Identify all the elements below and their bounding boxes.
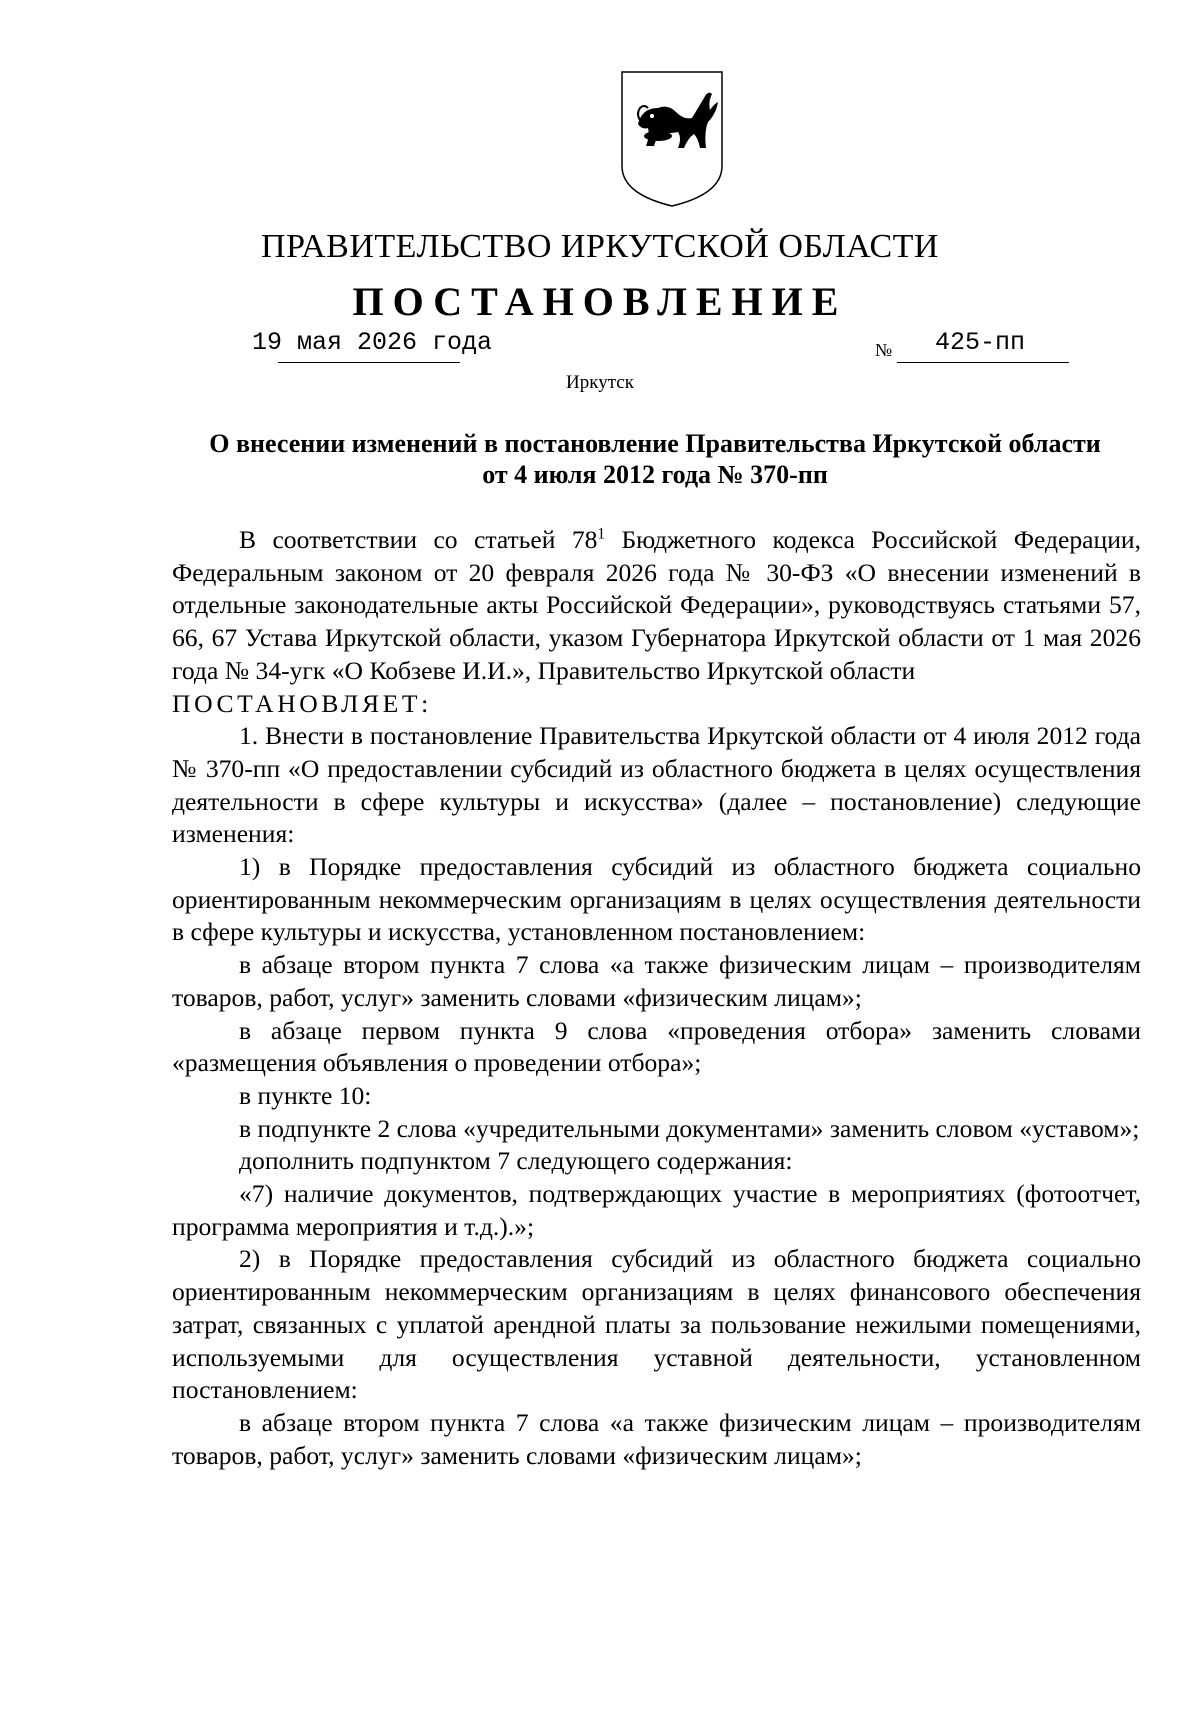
- document-type: ПОСТАНОВЛЕНИЕ: [352, 279, 848, 324]
- title-line-1: О внесении изменений в постановление Правительства Иркутской области: [209, 429, 1101, 458]
- paragraph: в абзаце втором пункта 7 слова «а также физическим лицам – производителям товаров, работ, услуг» заменить словами «физическим лицам»;: [172, 950, 1141, 1012]
- title-line-2: от 4 июля 2012 года № 370-пп: [482, 460, 828, 489]
- document-title: [168, 428, 1142, 490]
- irkutsk-coat-of-arms-icon: [618, 68, 726, 210]
- paragraph: в абзаце первом пункта 9 слова «проведения отбора» заменить словами «размещения объявления о проведении отбора»;: [172, 1015, 1141, 1078]
- paragraph: 1) в Порядке предоставления субсидий из областного бюджета социально ориентированным некоммерческим организациям в целях осуществления деятельности в сфере культуры и искусства, установленном постановлением:: [172, 852, 1141, 947]
- number-underline: [897, 362, 1069, 363]
- paragraph: в подпункте 2 слова «учредительными документами» заменить словом «уставом»;: [239, 1113, 1140, 1143]
- document-body: [172, 524, 1141, 1472]
- resolves-heading: ПОСТАНОВЛЯЕТ:: [172, 688, 432, 718]
- paragraph: «7) наличие документов, подтверждающих участие в мероприятиях (фотоотчет, программа мероприятия и т.д.).»;: [172, 1179, 1141, 1241]
- preamble-rest: Бюджетного кодекса Российской Федерации, Федеральным законом от 20 февраля 2026 года № 30-ФЗ «О внесении изменений в отдельные законодательные акты Российской Федерации», руководствуясь статьями 57, 66, 67 Устава Иркутской области, указом Губернатора Иркутской области от 1 мая 2026 года № 34-угк «О Кобзеве И.И.», Правительство Иркутской области: [172, 525, 1142, 685]
- paragraph: 1. Внести в постановление Правительства Иркутской области от 4 июля 2012 года № 370-пп «О предоставлении субсидий из областного бюджета в целях осуществления деятельности в сфере культуры и искусства» (далее – постановление) следующие изменения:: [172, 721, 1141, 849]
- government-name: ПРАВИТЕЛЬСТВО ИРКУТСКОЙ ОБЛАСТИ: [261, 228, 939, 265]
- paragraph: 2) в Порядке предоставления субсидий из областного бюджета социально ориентированным некоммерческим организациям в целях финансового обеспечения затрат, связанных с уплатой арендной платы за пользование нежилыми помещениями, используемыми для осуществления уставной деятельности, установленном постановлением:: [172, 1244, 1141, 1405]
- paragraph: в абзаце втором пункта 7 слова «а также физическим лицам – производителям товаров, работ, услуг» заменить словами «физическим лицам»;: [172, 1407, 1141, 1470]
- document-number: 425-пп: [935, 328, 1026, 357]
- city: Иркутск: [566, 372, 634, 393]
- paragraph: дополнить подпунктом 7 следующего содержания:: [239, 1146, 793, 1176]
- article-superscript: 1: [597, 525, 606, 543]
- date-underline: [278, 362, 460, 363]
- number-sign: №: [875, 340, 893, 360]
- preamble-start: В соответствии со статьей 78: [239, 525, 598, 554]
- paragraph: в пункте 10:: [239, 1080, 372, 1110]
- document-date: 19 мая 2026 года: [252, 328, 493, 357]
- preamble: [172, 524, 1141, 688]
